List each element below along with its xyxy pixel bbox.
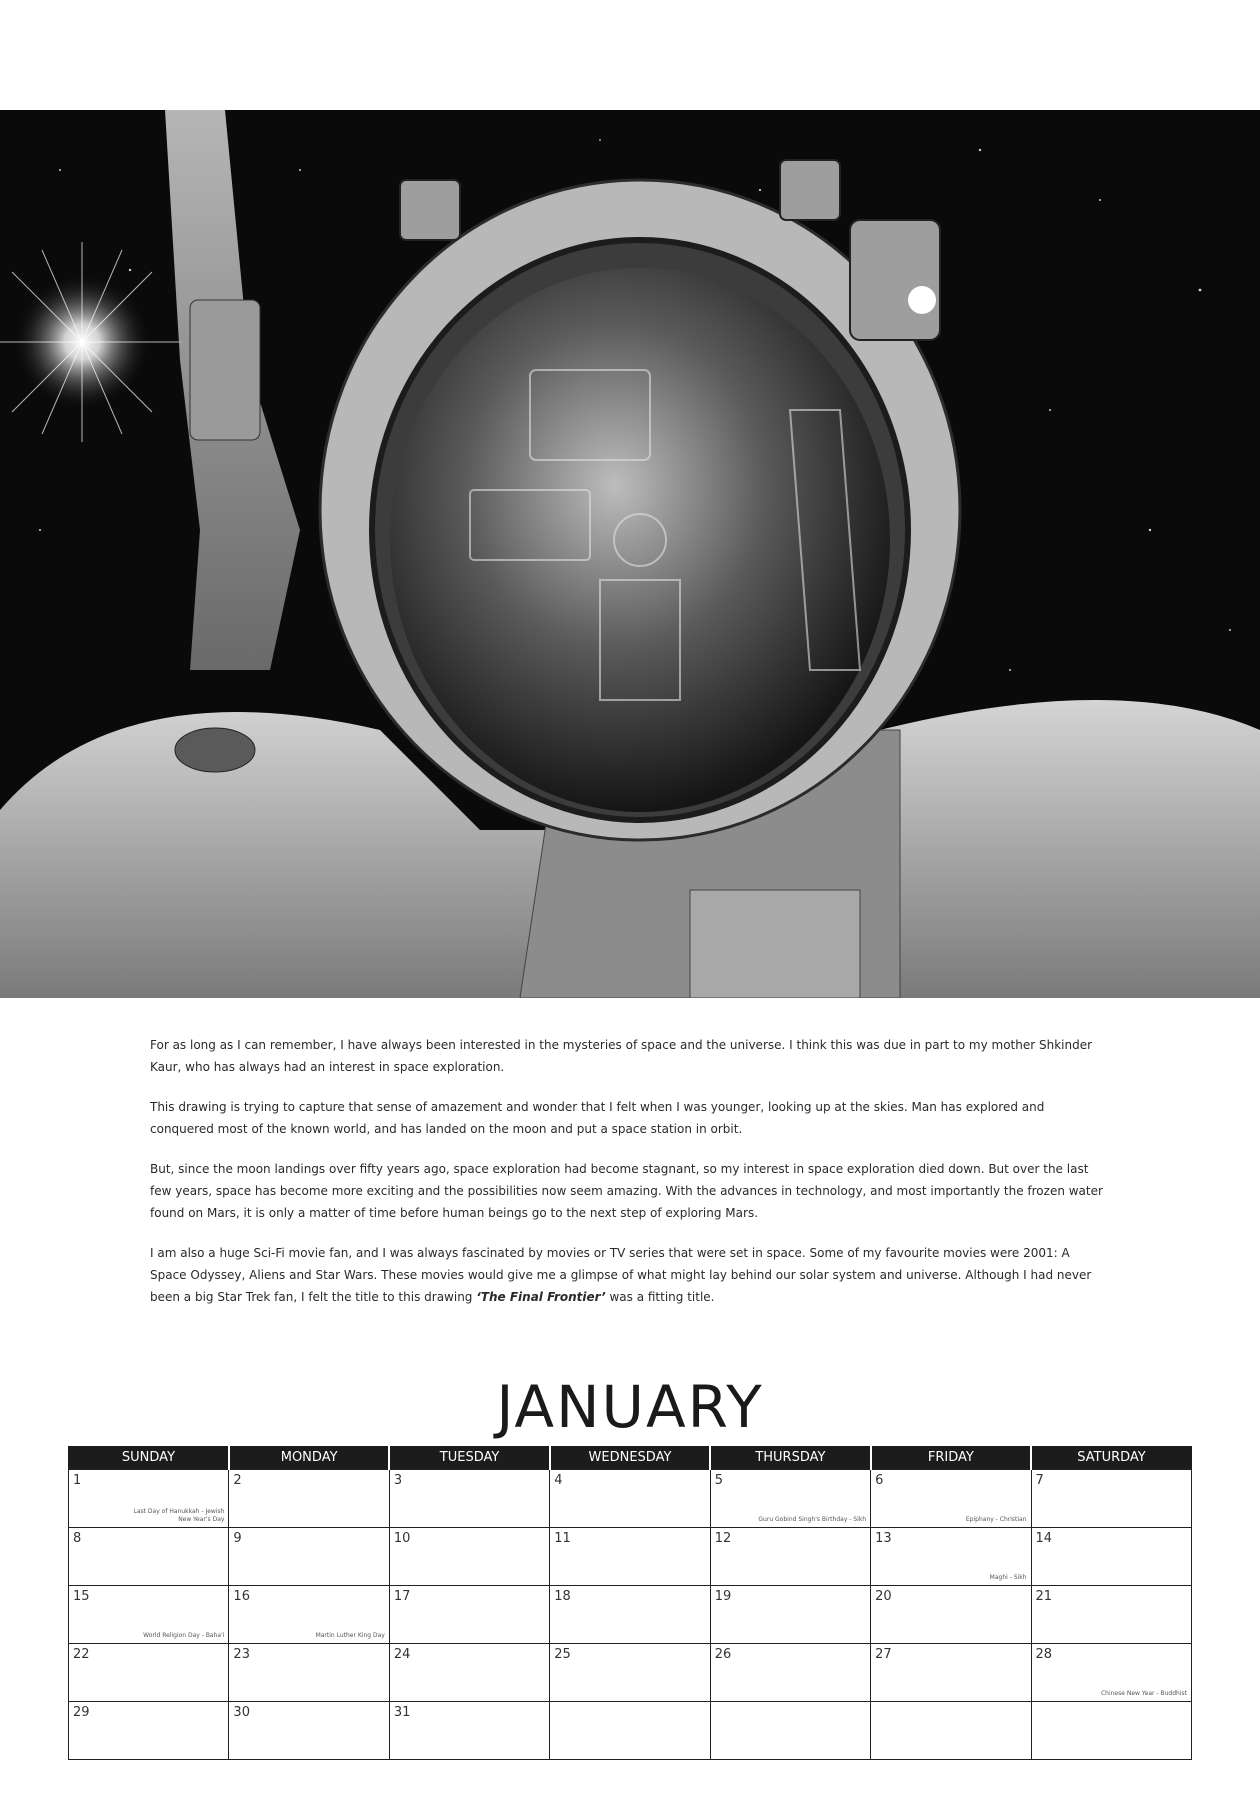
calendar-day-cell	[69, 1470, 229, 1528]
calendar-day-cell	[550, 1528, 710, 1586]
day-number: 3	[393, 1473, 403, 1488]
calendar-week-row	[69, 1586, 1192, 1644]
day-number: 10	[393, 1531, 411, 1546]
day-number: 19	[714, 1589, 732, 1604]
calendar-day-cell	[1031, 1644, 1191, 1702]
calendar-day-cell	[710, 1528, 870, 1586]
holiday-note: Martin Luther King Day	[315, 1632, 385, 1639]
day-number: 20	[875, 1589, 892, 1604]
day-number: 8	[73, 1531, 82, 1546]
artwork-title: ‘The Final Frontier’	[476, 1290, 606, 1304]
calendar-day-cell	[389, 1470, 549, 1528]
story-paragraph: This drawing is trying to capture that sense of amazement and wonder that I felt when I was younger, looking up at the skies. Man has explored and conquered most of the known world, and has landed on the moon and put a space station in orbit.	[150, 1100, 1045, 1136]
calendar-body	[69, 1470, 1192, 1760]
story-paragraph: But, since the moon landings over fifty years ago, space exploration had become stagnant, so my interest in space exploration died down. But over the last few years, space has become more exciting and the possibilities now seem amazing. With the advances in technology, and most importantly the frozen water found on Mars, it is only a matter of time before human beings go to the next step of exploring Mars.	[150, 1162, 1103, 1220]
calendar-day-cell	[550, 1644, 710, 1702]
holiday-note: Maghi - Sikh	[989, 1574, 1027, 1581]
calendar-day-cell	[69, 1586, 229, 1644]
calendar-day-cell	[871, 1702, 1031, 1760]
day-number: 17	[393, 1589, 411, 1604]
holiday-note: Chinese New Year - Buddhist	[1100, 1690, 1187, 1697]
calendar-day-cell	[871, 1586, 1031, 1644]
day-number: 6	[875, 1473, 884, 1488]
calendar-day-cell	[229, 1644, 389, 1702]
story-paragraph-last	[150, 1242, 1110, 1308]
weekday-header: MONDAY	[229, 1446, 389, 1470]
calendar-week-row	[69, 1702, 1192, 1760]
calendar-day-cell	[389, 1702, 549, 1760]
day-number: 12	[714, 1531, 732, 1546]
calendar-day-cell	[69, 1644, 229, 1702]
calendar-day-cell	[871, 1644, 1031, 1702]
calendar-day-cell	[871, 1528, 1031, 1586]
day-number: 15	[73, 1589, 90, 1604]
weekday-header: WEDNESDAY	[550, 1446, 710, 1470]
day-number: 27	[875, 1647, 892, 1662]
day-number: 24	[393, 1647, 411, 1662]
calendar-day-cell	[710, 1702, 870, 1760]
day-number: 11	[554, 1531, 571, 1546]
calendar-grid	[68, 1446, 1192, 1760]
day-number: 25	[554, 1647, 571, 1662]
calendar-day-cell	[1031, 1586, 1191, 1644]
calendar-day-cell	[69, 1528, 229, 1586]
calendar-week-row	[69, 1644, 1192, 1702]
day-number: 22	[73, 1647, 90, 1662]
calendar-day-cell	[1031, 1528, 1191, 1586]
weekday-header: TUESDAY	[389, 1446, 549, 1470]
month-title: JANUARY	[496, 1373, 764, 1441]
day-number: 26	[714, 1647, 732, 1662]
day-number: 4	[554, 1473, 563, 1488]
day-number: 18	[554, 1589, 571, 1604]
calendar-day-cell	[710, 1644, 870, 1702]
day-number: 14	[1035, 1531, 1053, 1546]
day-number: 1	[73, 1473, 82, 1488]
day-number: 31	[393, 1705, 411, 1720]
calendar-day-cell	[1031, 1702, 1191, 1760]
calendar-day-cell	[69, 1702, 229, 1760]
day-number: 13	[875, 1531, 892, 1546]
calendar-day-cell	[389, 1586, 549, 1644]
day-number: 7	[1035, 1473, 1044, 1488]
holiday-note: Last Day of Hanukkah - Jewish New Year's Day	[133, 1508, 225, 1523]
story-text	[150, 1034, 1110, 1326]
calendar-day-cell	[550, 1470, 710, 1528]
day-number: 21	[1035, 1589, 1053, 1604]
calendar-day-cell	[389, 1528, 549, 1586]
day-number: 29	[73, 1705, 90, 1720]
story-text-part: I am also a huge Sci-Fi movie fan, and I was always fascinated by movies or TV series that were set in space. Some of my favourite movies were 2001: A Space Odyssey, Aliens and Star Wars. These movies would give me a glimpse of what might lay behind our solar system and universe. Although I had never been a big Star Trek fan, I felt the title to this drawing	[150, 1246, 1092, 1304]
calendar-day-cell	[550, 1586, 710, 1644]
weekday-header: THURSDAY	[710, 1446, 870, 1470]
holiday-note: Epiphany - Christian	[965, 1516, 1027, 1523]
calendar-day-cell	[871, 1470, 1031, 1528]
day-number: 30	[233, 1705, 250, 1720]
weekday-header: SUNDAY	[69, 1446, 229, 1470]
day-number: 5	[714, 1473, 723, 1488]
weekday-header-row	[69, 1446, 1192, 1470]
calendar-day-cell	[229, 1470, 389, 1528]
weekday-header: SATURDAY	[1031, 1446, 1191, 1470]
day-number: 23	[233, 1647, 250, 1662]
calendar-week-row	[69, 1528, 1192, 1586]
day-number: 2	[233, 1473, 242, 1488]
calendar-day-cell	[710, 1470, 870, 1528]
astronaut-artwork	[0, 110, 1260, 998]
story-text-part: was a fitting title.	[605, 1290, 715, 1304]
calendar-day-cell	[550, 1702, 710, 1760]
calendar-day-cell	[1031, 1470, 1191, 1528]
calendar-day-cell	[229, 1586, 389, 1644]
story-paragraph: For as long as I can remember, I have always been interested in the mysteries of space and the universe. I think this was due in part to my mother Shkinder Kaur, who has always had an interest in space exploration.	[150, 1038, 1093, 1074]
day-number: 16	[233, 1589, 250, 1604]
day-number: 9	[233, 1531, 242, 1546]
holiday-note: Guru Gobind Singh's Birthday - Sikh	[758, 1516, 867, 1523]
calendar-day-cell	[389, 1644, 549, 1702]
calendar-week-row	[69, 1470, 1192, 1528]
weekday-header: FRIDAY	[871, 1446, 1031, 1470]
calendar-day-cell	[710, 1586, 870, 1644]
calendar-day-cell	[229, 1702, 389, 1760]
calendar-day-cell	[229, 1528, 389, 1586]
day-number: 28	[1035, 1647, 1053, 1662]
holiday-note: World Religion Day - Baha'i	[143, 1632, 225, 1639]
